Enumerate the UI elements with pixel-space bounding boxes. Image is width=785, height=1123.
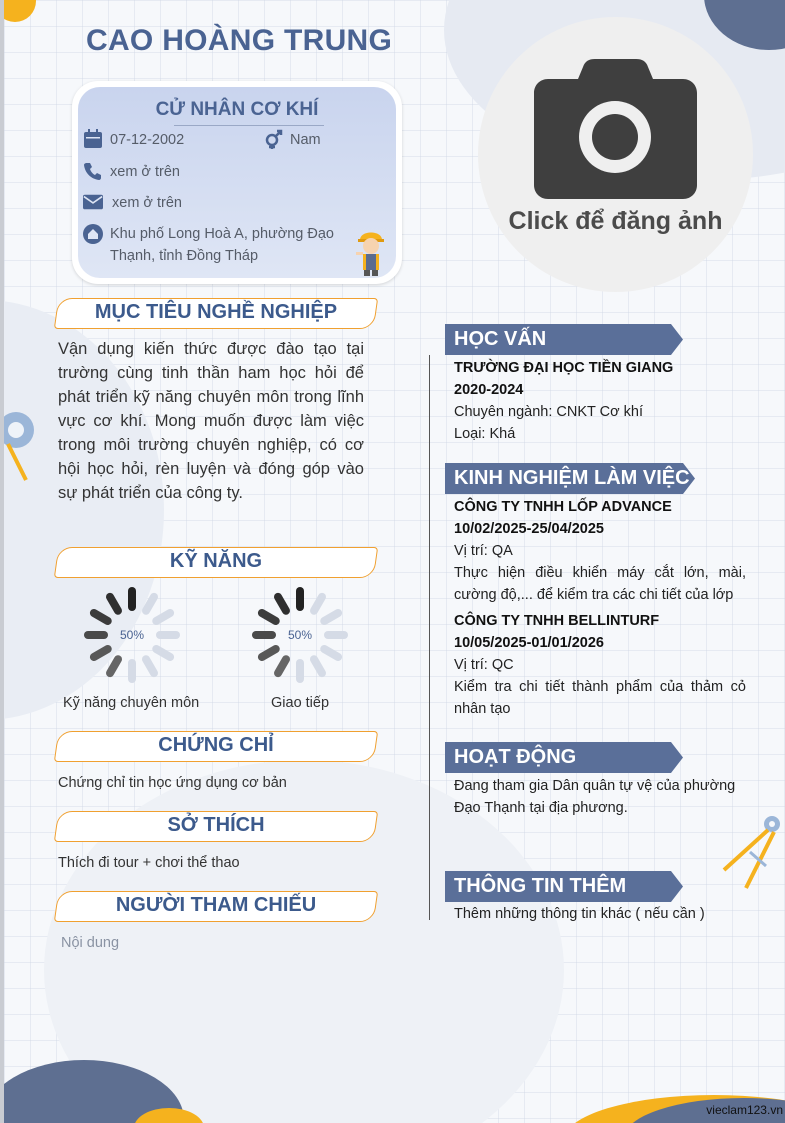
experience-block: [454, 496, 746, 720]
certificate-text: Chứng chỉ tin học ứng dụng cơ bản: [58, 775, 287, 791]
skill-segment-filled: [110, 659, 118, 673]
job-title: CỬ NHÂN CƠ KHÍ: [155, 99, 319, 120]
skill-percent-1: 50%: [288, 628, 313, 642]
home-icon: [83, 224, 103, 244]
skill-segment-empty: [324, 613, 338, 621]
skill-segment-filled: [262, 649, 276, 657]
job-position: Vị trí: QC: [454, 657, 514, 673]
skill-segment-filled: [278, 597, 286, 611]
skill-segment-empty: [324, 649, 338, 657]
footer-brand: vieclam123.vn: [706, 1103, 783, 1117]
education-major: Chuyên ngành: CNKT Cơ khí: [454, 404, 643, 420]
birthdate: 07-12-2002: [110, 132, 185, 148]
engineer-mascot-icon: [354, 226, 388, 278]
candidate-name: CAO HOÀNG TRUNG: [86, 24, 393, 57]
additional-text: Thêm những thông tin khác ( nếu cần ): [454, 906, 705, 922]
skill-segment-empty: [156, 649, 170, 657]
skill-label-0: Kỹ năng chuyên môn: [63, 695, 200, 711]
phone-icon: [83, 161, 103, 181]
job-period: 10/05/2025-01/01/2026: [454, 635, 604, 651]
job-company: CÔNG TY TNHH BELLINTURF: [454, 613, 660, 629]
camera-icon: [533, 57, 698, 202]
activities-text: Đang tham gia Dân quân tự vệ của phường Đạo Thạnh tại địa phương.: [454, 778, 736, 816]
gender-icon: [263, 129, 283, 149]
job-description: Kiểm tra chi tiết thành phẩm của thảm cỏ nhân tạo: [454, 679, 746, 717]
section-heading-activities: HOẠT ĐỘNG: [454, 746, 577, 768]
skill-segment-empty: [314, 659, 322, 673]
section-heading-hobbies: SỞ THÍCH: [167, 814, 265, 836]
photo-upload[interactable]: [478, 17, 753, 292]
section-heading-references: NGƯỜI THAM CHIẾU: [115, 894, 317, 916]
skill-segment-filled: [278, 659, 286, 673]
skill-segment-empty: [156, 613, 170, 621]
references-placeholder[interactable]: Nội dung: [61, 935, 120, 951]
decor-blob-orange: [0, 0, 36, 22]
section-heading-education: HỌC VẤN: [454, 328, 547, 350]
objective-text: Vận dụng kiến thức được đào tạo tại trường cùng tinh thần ham học hỏi để phát triển kỹ năng chuyên môn trong lĩnh vực cơ khí. Mong muốn được làm việc trong môi trường chuyên nghiệp, có cơ hội học hỏi, rèn luyện và đóng góp vào sự phát triển của công ty.: [58, 340, 364, 502]
hobbies-text: Thích đi tour + chơi thể thao: [58, 855, 240, 871]
section-heading-objective: MỤC TIÊU NGHỀ NGHIỆP: [94, 301, 338, 323]
job-position: Vị trí: QA: [454, 543, 513, 559]
skill-segment-filled: [94, 613, 108, 621]
education-block: [454, 357, 746, 445]
email-icon: [83, 192, 103, 212]
map-pin-icon: [0, 410, 40, 482]
education-school: TRƯỜNG ĐẠI HỌC TIỀN GIANG: [454, 360, 674, 376]
job-company: CÔNG TY TNHH LỐP ADVANCE: [454, 499, 672, 515]
skill-percent-0: 50%: [120, 628, 145, 642]
email: xem ở trên: [112, 195, 182, 211]
education-years: 2020-2024: [454, 382, 524, 398]
job-description: Thực hiện điều khiển máy cắt lớn, mài, cường độ,... để kiểm tra các chi tiết của lớp: [454, 565, 746, 603]
education-grade: Loại: Khá: [454, 426, 516, 442]
skill-label-1: Giao tiếp: [271, 695, 330, 711]
drafting-compass-icon: [720, 812, 785, 890]
photo-upload-label: Click để đăng ảnh: [508, 207, 723, 235]
section-heading-certificates: CHỨNG CHỈ: [158, 734, 274, 756]
skill-segment-empty: [314, 597, 322, 611]
column-divider: [429, 355, 430, 920]
skill-segment-filled: [110, 597, 118, 611]
gender: Nam: [290, 132, 321, 148]
skill-segment-filled: [94, 649, 108, 657]
skill-segment-filled: [262, 613, 276, 621]
address: Khu phố Long Hoà A, phường Đạo Thạnh, tỉnh Đồng Tháp: [110, 226, 334, 264]
skill-segment-empty: [146, 597, 154, 611]
section-heading-skills: KỸ NĂNG: [169, 550, 263, 572]
phone: xem ở trên: [110, 164, 180, 180]
skill-segment-empty: [146, 659, 154, 673]
section-heading-additional: THÔNG TIN THÊM: [454, 875, 627, 897]
calendar-icon: [83, 129, 103, 149]
job-period: 10/02/2025-25/04/2025: [454, 521, 604, 537]
section-heading-experience: KINH NGHIỆM LÀM VIỆC: [454, 467, 690, 489]
